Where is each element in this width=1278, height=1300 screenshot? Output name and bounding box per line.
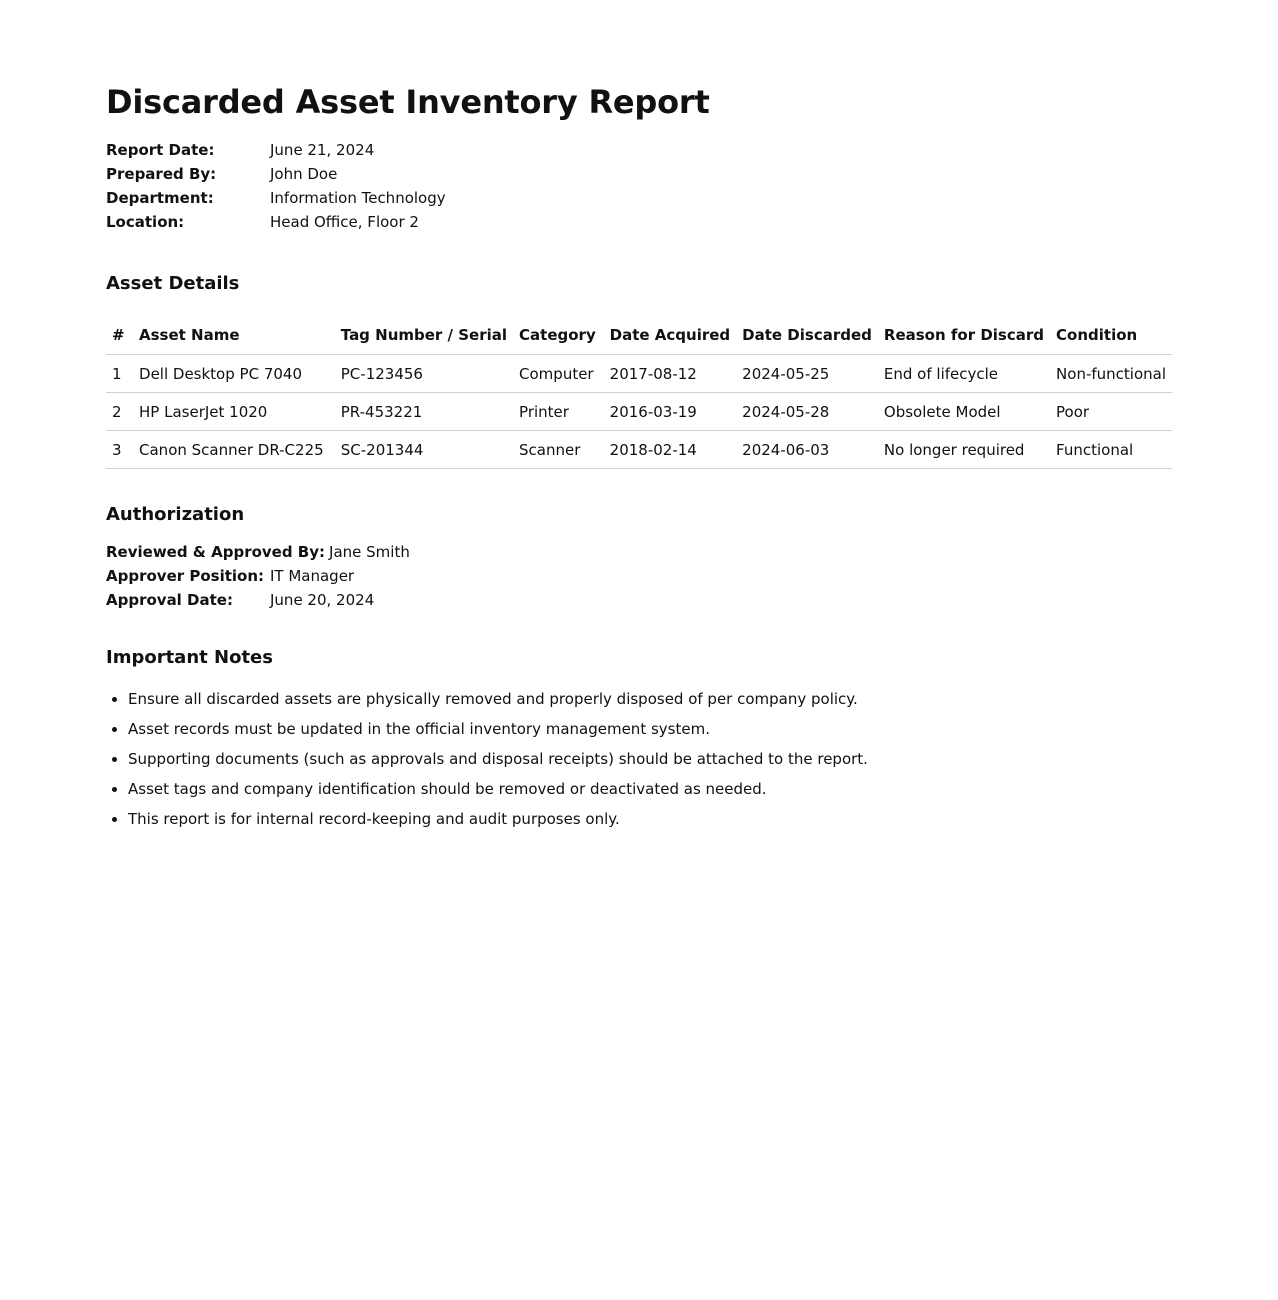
cell-tag-serial: PC-123456 — [335, 355, 513, 393]
meta-label: Location: — [106, 213, 185, 231]
column-header: Category — [513, 316, 604, 355]
list-item: • This report is for internal record-keeping and audit purposes only. — [128, 804, 1172, 834]
cell-category: Printer — [513, 393, 604, 431]
meta-label: Prepared By: — [106, 165, 217, 183]
cell-condition: Poor — [1050, 393, 1172, 431]
list-item: • Asset tags and company identification should be removed or deactivated as needed. — [128, 774, 1172, 804]
auth-value: June 20, 2024 — [270, 591, 375, 609]
cell-tag-serial: PR-453221 — [335, 393, 513, 431]
cell-date-acquired: 2016-03-19 — [604, 393, 737, 431]
column-header: Date Acquired — [604, 316, 737, 355]
cell-category: Scanner — [513, 431, 604, 469]
auth-label: Approver Position: — [106, 567, 265, 585]
cell-condition: Functional — [1050, 431, 1172, 469]
list-item: • Supporting documents (such as approvals and disposal receipts) should be attached to the report. — [128, 744, 1172, 774]
cell-index: 2 — [106, 393, 133, 431]
notes-list — [106, 684, 1172, 834]
cell-date-discarded: 2024-05-28 — [736, 393, 878, 431]
cell-date-acquired: 2018-02-14 — [604, 431, 737, 469]
table-header-row — [106, 316, 1172, 355]
authorization-heading: Authorization — [106, 504, 245, 525]
cell-reason: Obsolete Model — [878, 393, 1050, 431]
authorization-block — [106, 540, 1172, 612]
meta-label: Report Date: — [106, 141, 215, 159]
meta-value: John Doe — [270, 165, 338, 183]
column-header: Tag Number / Serial — [335, 316, 513, 355]
table-row — [106, 431, 1172, 469]
meta-row-location — [106, 210, 1172, 234]
table-row — [106, 355, 1172, 393]
cell-tag-serial: SC-201344 — [335, 431, 513, 469]
asset-table — [106, 316, 1172, 469]
cell-asset-name: HP LaserJet 1020 — [133, 393, 335, 431]
column-header: Asset Name — [133, 316, 335, 355]
meta-label: Department: — [106, 189, 214, 207]
report-meta — [106, 138, 1172, 234]
page-title: Discarded Asset Inventory Report — [106, 83, 710, 121]
column-header: Date Discarded — [736, 316, 878, 355]
auth-row-approval-date — [106, 588, 1172, 612]
cell-condition: Non-functional — [1050, 355, 1172, 393]
cell-category: Computer — [513, 355, 604, 393]
cell-index: 1 — [106, 355, 133, 393]
cell-date-discarded: 2024-05-25 — [736, 355, 878, 393]
auth-value: Jane Smith — [329, 543, 410, 561]
meta-row-prepared-by — [106, 162, 1172, 186]
list-item: • Asset records must be updated in the official inventory management system. — [128, 714, 1172, 744]
column-header: Condition — [1050, 316, 1172, 355]
auth-label: Reviewed & Approved By: — [106, 543, 326, 561]
column-header: # — [106, 316, 133, 355]
meta-row-report-date — [106, 138, 1172, 162]
cell-reason: End of lifecycle — [878, 355, 1050, 393]
table-row — [106, 393, 1172, 431]
cell-asset-name: Dell Desktop PC 7040 — [133, 355, 335, 393]
meta-value: June 21, 2024 — [270, 141, 375, 159]
meta-value: Head Office, Floor 2 — [270, 213, 419, 231]
cell-index: 3 — [106, 431, 133, 469]
column-header: Reason for Discard — [878, 316, 1050, 355]
asset-details-heading: Asset Details — [106, 273, 240, 294]
list-item: • Ensure all discarded assets are physically removed and properly disposed of per company policy. — [128, 684, 1172, 714]
cell-asset-name: Canon Scanner DR-C225 — [133, 431, 335, 469]
auth-row-approved-by — [106, 540, 1172, 564]
cell-date-acquired: 2017-08-12 — [604, 355, 737, 393]
meta-value: Information Technology — [270, 189, 446, 207]
auth-value: IT Manager — [270, 567, 355, 585]
auth-label: Approval Date: — [106, 591, 233, 609]
meta-row-department — [106, 186, 1172, 210]
cell-reason: No longer required — [878, 431, 1050, 469]
important-notes-heading: Important Notes — [106, 647, 273, 668]
auth-row-position — [106, 564, 1172, 588]
cell-date-discarded: 2024-06-03 — [736, 431, 878, 469]
